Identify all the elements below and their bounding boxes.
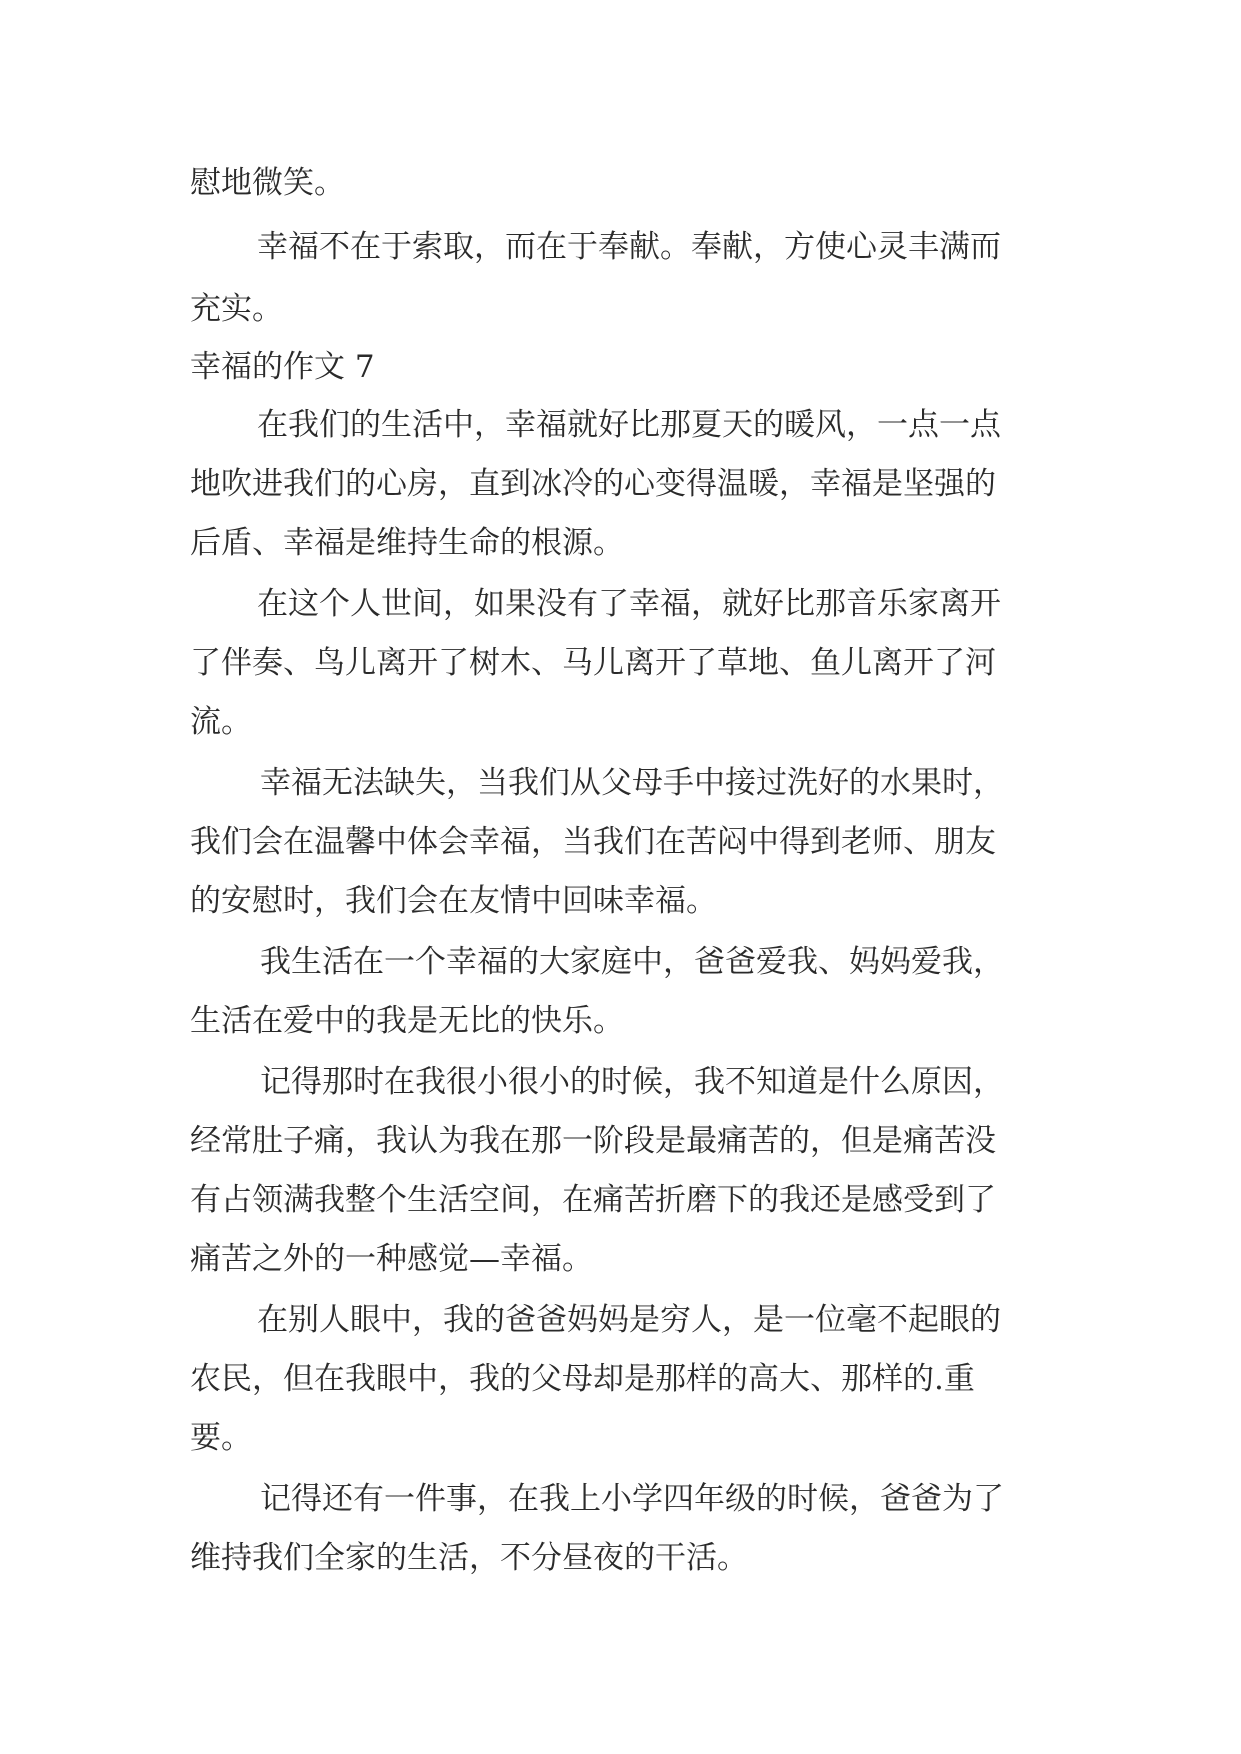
- text-line: 地吹进我们的心房，直到冰冷的心变得温暖，幸福是坚强的: [190, 466, 996, 502]
- paragraph-first-line: 幸福无法缺失，当我们从父母手中接过洗好的水果时，: [260, 765, 1004, 801]
- paragraph-first-line: 在我们的生活中，幸福就好比那夏天的暖风，一点一点: [257, 407, 1001, 443]
- text-line: 了伴奏、鸟儿离开了树木、马儿离开了草地、鱼儿离开了河: [190, 645, 996, 681]
- text-line: 慰地微笑。: [190, 165, 345, 201]
- text-line: 生活在爱中的我是无比的快乐。: [190, 1003, 624, 1039]
- text-line: 的安慰时，我们会在友情中回味幸福。: [190, 883, 717, 919]
- text-line: 有占领满我整个生活空间，在痛苦折磨下的我还是感受到了: [190, 1182, 996, 1218]
- text-line: 我们会在温馨中体会幸福，当我们在苦闷中得到老师、朋友: [190, 824, 996, 860]
- text-line: 维持我们全家的生活，不分昼夜的干活。: [190, 1540, 748, 1576]
- section-heading: 幸福的作文 7: [190, 349, 375, 385]
- paragraph-first-line: 幸福不在于索取，而在于奉献。奉献，方使心灵丰满而: [257, 229, 1001, 265]
- paragraph-first-line: 记得还有一件事，在我上小学四年级的时候，爸爸为了: [260, 1481, 1004, 1517]
- text-line: 充实。: [190, 291, 283, 327]
- paragraph-first-line: 在这个人世间，如果没有了幸福，就好比那音乐家离开: [257, 586, 1001, 622]
- text-line: 痛苦之外的一种感觉—幸福。: [190, 1241, 593, 1277]
- text-line: 经常肚子痛，我认为我在那一阶段是最痛苦的，但是痛苦没: [190, 1123, 996, 1159]
- text-line: 农民，但在我眼中，我的父母却是那样的高大、那样的.重: [190, 1361, 975, 1397]
- paragraph-first-line: 我生活在一个幸福的大家庭中，爸爸爱我、妈妈爱我，: [260, 944, 1004, 980]
- text-line: 流。: [190, 704, 252, 740]
- paragraph-first-line: 记得那时在我很小很小的时候，我不知道是什么原因，: [260, 1064, 1004, 1100]
- text-line: 后盾、幸福是维持生命的根源。: [190, 525, 624, 561]
- paragraph-first-line: 在别人眼中，我的爸爸妈妈是穷人，是一位毫不起眼的: [257, 1302, 1001, 1338]
- text-line: 要。: [190, 1420, 252, 1456]
